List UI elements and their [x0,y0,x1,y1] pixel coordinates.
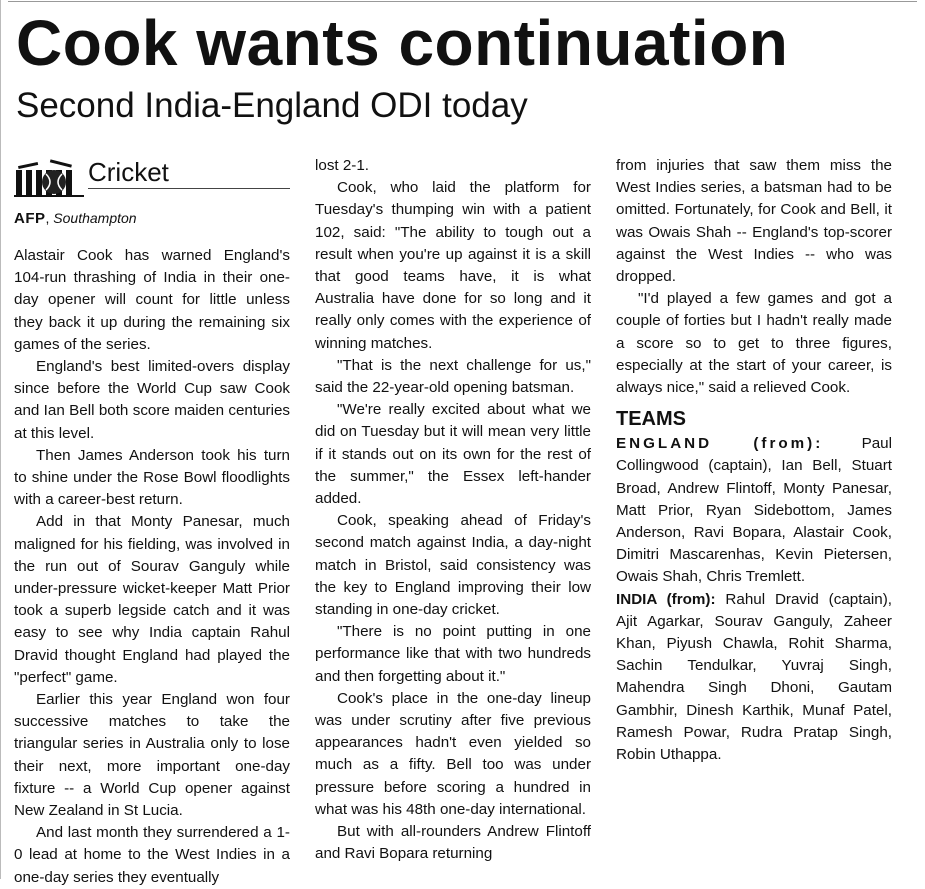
article-column-2 [315,155,591,866]
india-squad-heading: INDIA (from): [616,590,716,608]
paragraph: "We're really excited about what we did on Tuesday but it will mean very little if it stands out on its own for the rest of the summer," the Essex left-hander added. [315,401,591,508]
byline-agency: AFP [14,210,46,227]
section-label: Cricket [88,157,169,187]
india-squad [616,589,892,767]
article-column-1 [14,150,290,889]
paragraph: "There is no point putting in one performance like that with two hundreds and then forgetting about it." [315,623,591,685]
paragraph: "I'd played a few games and got a couple of forties but I hadn't really made a score so to get to three figures, especially at the start of your career, is always nice," said a relieved Cook. [616,290,892,397]
paragraph: Cook's place in the one-day lineup was under scrutiny after five previous appearances hadn't even yielded so much as a fifty. Bell too was under pressure before scoring a hundred in what was his 48th one-day international. [315,689,591,818]
section-logo [14,150,290,200]
section-rule [88,188,290,189]
paragraph: Cook, who laid the platform for Tuesday's thumping win with a patient 102, said: "The ability to tough out a result when you're up against it is a skill that good teams have, it is what Australia have done for so long and it really only comes with the experience of winning matches. [315,179,591,352]
byline [14,208,290,229]
article-column-3 [616,155,892,766]
paragraph: from injuries that saw them miss the West Indies series, a batsman had to be omitted. Fortunately, for Cook and Bell, it was Owais Shah -- England's top-scorer against the West Indies -- who was dropped. [616,157,892,286]
byline-separator: , [45,210,50,226]
left-edge-rule [0,0,1,879]
paragraph: Alastair Cook has warned England's 104-run thrashing of India in their one-day opener will count for little unless they back it up during the remaining six games of the series. [14,247,290,353]
subheadline: Second India-England ODI today [16,86,528,125]
paragraph: England's best limited-overs display since before the World Cup saw Cook and Ian Bell both score maiden centuries at this level. [14,358,290,442]
paragraph: But with all-rounders Andrew Flintoff and Ravi Bopara returning [315,823,591,863]
paragraph: Then James Anderson took his turn to shine under the Rose Bowl floodlights with a career-best return. [14,446,290,509]
headline: Cook wants continuation [16,7,789,79]
paragraph: Earlier this year England won four successive matches to take the triangular series in Australia only to lose their next, more important one-day fixture -- a World Cup opener against New Zealand in St Lucia. [14,691,290,820]
paragraph: Add in that Monty Panesar, much maligned for his fielding, was involved in the run out of Sourav Ganguly while under-pressure wicket-keeper Matt Prior took a superb legside catch and it was easy to see why India captain Rahul Dravid thought England had played the "perfect" game. [14,513,290,686]
paragraph: And last month they surrendered a 1-0 lead at home to the West Indies in a one-day series they eventually [14,824,290,886]
cricket-stumps-ball-icon [14,152,88,198]
england-squad [616,433,892,588]
paragraph: lost 2-1. [315,157,370,174]
byline-place: Southampton [53,210,137,226]
paragraph: "That is the next challenge for us," said the 22-year-old opening batsman. [315,356,591,397]
teams-heading: TEAMS [616,408,686,431]
england-squad-heading: ENGLAND (from): [616,435,824,453]
england-squad-players: Paul Collingwood (captain), Ian Bell, Stuart Broad, Andrew Flintoff, Monty Panesar, Matt Prior, Ryan Sidebottom, James Anderson, Ravi Bopara, Alastair Cook, Dimitri Mascarenhas, Kevin Pietersen, Owais Shah, Chris Tremlett. [616,435,892,586]
paragraph: Cook, speaking ahead of Friday's second match against India, a day-night match in Bristol, said consistency was the key to England improving their low standing in one-day cricket. [315,512,591,619]
top-rule [8,1,917,2]
india-squad-players: Rahul Dravid (captain), Ajit Agarkar, Sourav Ganguly, Zaheer Khan, Piyush Chawla, Rohit Sharma, Sachin Tendulkar, Yuvraj Singh, Mahendra Singh Dhoni, Gautam Gambhir, Dinesh Karthik, Munaf Patel, Ramesh Powar, Rudra Pratap Singh, Robin Uthappa. [616,590,892,764]
